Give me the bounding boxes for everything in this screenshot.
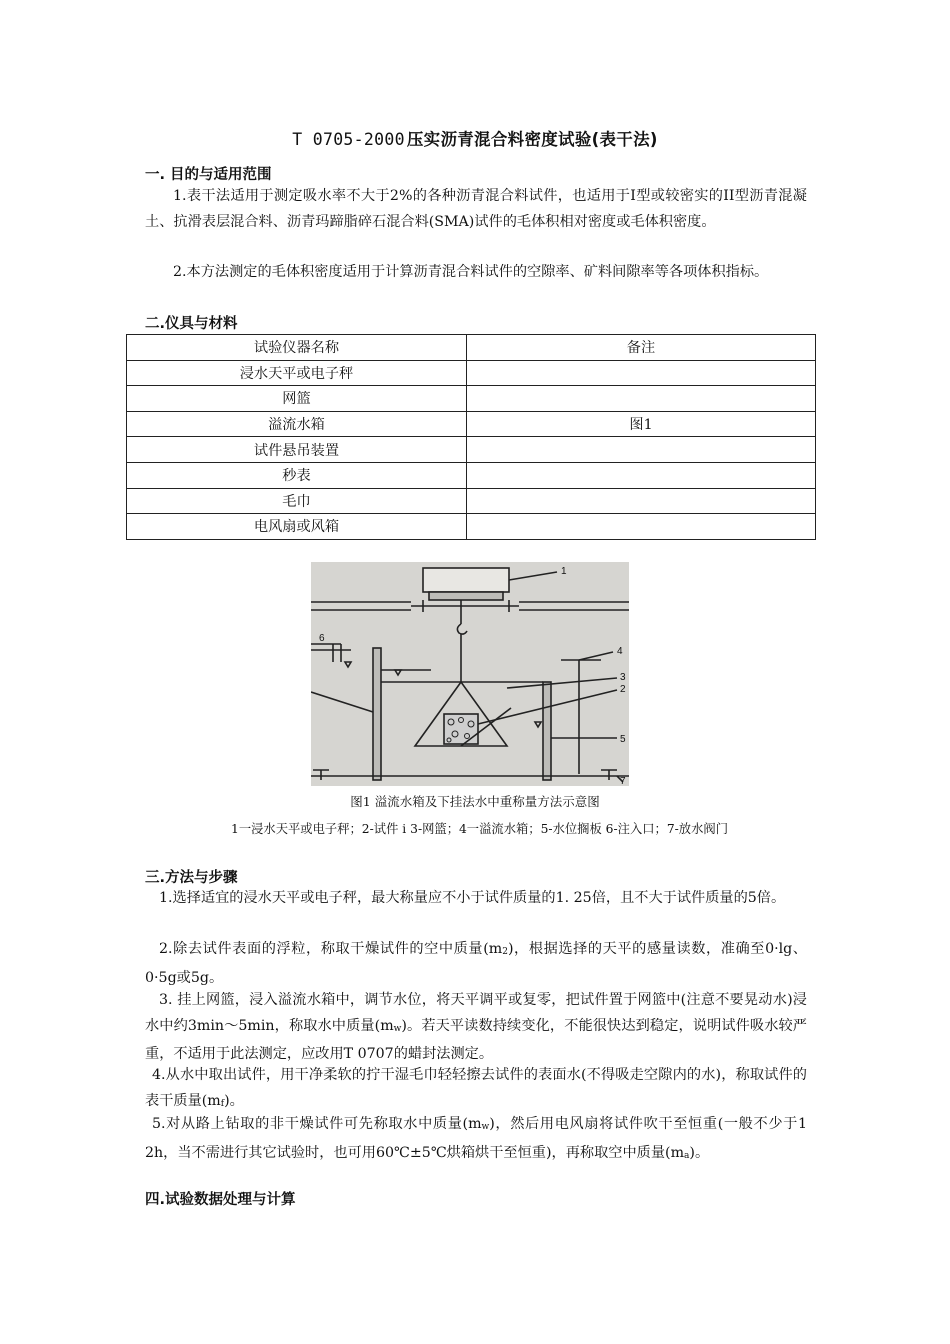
table-row: [127, 386, 816, 412]
procedure-step-1: 1.选择适宜的浸水天平或电子秤，最大称量应不小于试件质量的1. 25倍，且不大于试件质量的5倍。: [159, 890, 786, 906]
table-header: 试验仪器名称: [127, 335, 467, 361]
table-cell: 电风扇或风箱: [127, 514, 467, 540]
table-header: 备注: [467, 335, 816, 361]
table-row: [127, 360, 816, 386]
figure-caption: 图1 溢流水箱及下挂法水中重称量方法示意图: [350, 794, 600, 809]
table-cell: [467, 514, 816, 540]
diagram-label: 6: [319, 633, 325, 644]
table-cell: 图1: [467, 411, 816, 437]
table-row: [127, 437, 816, 463]
table-cell: [467, 488, 816, 514]
page-title: [0, 126, 950, 150]
table-cell: [467, 386, 816, 412]
table-cell: 浸水天平或电子秤: [127, 360, 467, 386]
table-cell: [467, 437, 816, 463]
diagram-label: 4: [617, 646, 623, 657]
table-row: [127, 488, 816, 514]
table-cell: [467, 360, 816, 386]
section-heading-calculation: 四.试验数据处理与计算: [145, 1192, 296, 1208]
table-row: [127, 462, 816, 488]
paragraph-scope-1: 1.表干法适用于测定吸水率不大于2%的各种沥青混合料试件，也适用于I型或较密实的II型沥青混凝土、抗滑表层混合料、沥青玛蹄脂碎石混合料(SMA)试件的毛体积相对密度或毛体积密度。: [145, 188, 807, 230]
procedure-step-4: 4.从水中取出试件，用干净柔软的拧干湿毛巾轻轻擦去试件的表面水(不得吸走空隙内的水)，称取试件的表干质量$(m_f)$。: [145, 1067, 807, 1109]
table-cell: 试件悬吊装置: [127, 437, 467, 463]
table-cell: 溢流水箱: [127, 411, 467, 437]
diagram-label: 3: [620, 672, 626, 683]
apparatus-table: [126, 334, 816, 540]
diagram-label: 7: [620, 776, 626, 786]
table-row: [127, 411, 816, 437]
table-cell: [467, 462, 816, 488]
diagram-label: 1: [561, 566, 567, 577]
table-header-row: [127, 335, 816, 361]
title-code: T 0705-2000: [292, 130, 405, 149]
diagram-label: 2: [620, 684, 626, 695]
figure-legend: 1一浸水天平或电子秤；2-试件 i 3-网篮；4一溢流水箱；5-水位搁板 6-注入口；7-放水阀门: [231, 822, 728, 836]
title-text: 压实沥青混合料密度试验(表干法): [406, 130, 658, 149]
section-heading-procedure: 三.方法与步骤: [145, 870, 238, 886]
section-heading-apparatus: 二.仪具与材料: [145, 316, 238, 332]
procedure-step-5: 5.对从路上钻取的非干燥试件可先称取水中质量$(m_w)$，然后用电风扇将试件吹干至恒重(一般不少于1 2h，当不需进行其它试验时，也可用60℃±5℃烘箱烘干至恒重)，再称取空中质量$(m_a)$。: [145, 1116, 807, 1161]
table-cell: 毛巾: [127, 488, 467, 514]
table-cell: 秒表: [127, 462, 467, 488]
section-heading-purpose: 一. 目的与适用范围: [145, 167, 272, 183]
table-row: [127, 514, 816, 540]
overflow-tank-diagram: [311, 562, 629, 786]
paragraph-scope-2: 2.本方法测定的毛体积密度适用于计算沥青混合料试件的空隙率、矿料间隙率等各项体积指标。: [173, 264, 769, 280]
procedure-step-2: 2.除去试件表面的浮粒，称取干燥试件的空中质量$(m_2)$，根据选择的天平的感量读数，准确至0·lg、0·5g或5g。: [145, 941, 807, 986]
procedure-step-3: 3. 挂上网篮，浸入溢流水箱中，调节水位，将天平调平或复零，把试件置于网篮中(注意不要晃动水)浸水中约3min～5min，称取水中质量$(m_w)$。若天平读数持续变化，不能很快达到稳定，说明试件吸水较严重，不适用于此法测定，应改用T 0707的蜡封法测定。: [145, 992, 807, 1062]
table-cell: 网篮: [127, 386, 467, 412]
diagram-label: 5: [620, 734, 626, 745]
